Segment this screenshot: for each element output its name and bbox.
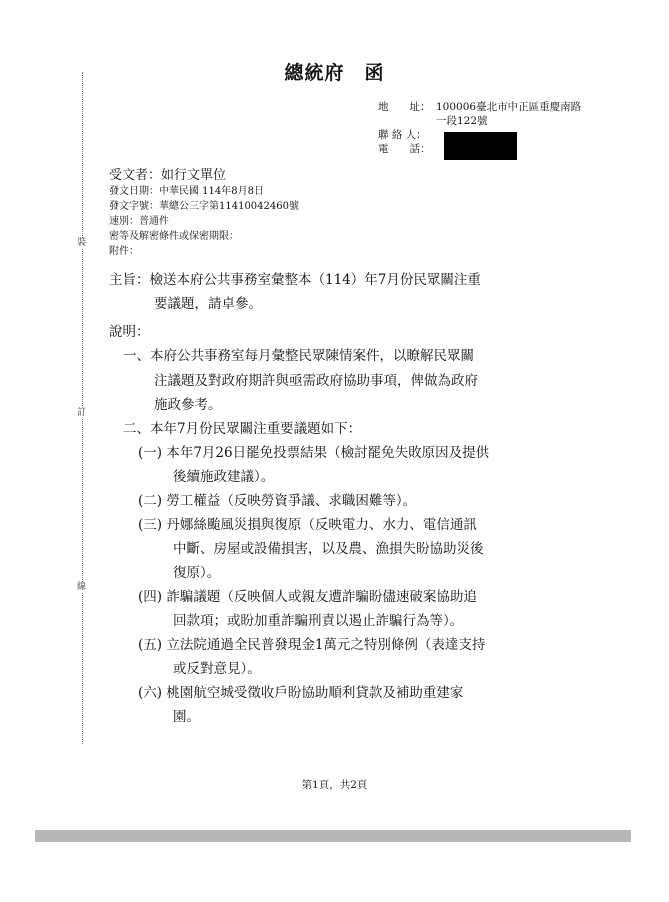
document-number: 發文字號：華總公三字第11410042460號 — [109, 201, 299, 212]
sub1-line2: 後續施政建議）。 — [173, 469, 275, 485]
sub6-line1: (六) 桃園航空城受徵收戶盼協助順利貸款及補助重建家 — [138, 685, 464, 701]
address-line1: 100006臺北市中正區重慶南路 — [436, 101, 582, 113]
document-title: 總統府 函 — [284, 62, 385, 84]
attachment: 附件： — [109, 246, 139, 257]
phone-label: 電 話： — [378, 143, 431, 155]
sub4-line2: 回款項；或盼加重詐騙刑責以遏止詐騙行為等）。 — [173, 613, 464, 629]
address-line2: 一段122號 — [436, 115, 488, 127]
sub2-line1: (二) 勞工權益（反映勞資爭議、求職困難等）。 — [138, 493, 417, 509]
item1-line1: 一、本府公共事務室每月彙整民眾陳情案件，以瞭解民眾關 — [123, 348, 474, 364]
sub5-line2: 或反對意見）。 — [173, 661, 261, 677]
page-separator — [35, 830, 631, 842]
sub3-line1: (三) 丹娜絲颱風災損與復原（反映電力、水力、電信通訊 — [138, 517, 477, 533]
binding-mark-bottom: 線 — [77, 582, 87, 592]
sub6-line2: 園。 — [173, 709, 200, 725]
delivery-speed: 速別：普通件 — [109, 216, 169, 227]
page-number: 第1頁，共2頁 — [301, 779, 368, 791]
item2-heading: 二、本年7月份民眾關注重要議題如下： — [123, 421, 362, 437]
confidentiality: 密等及解密條件或保密期限： — [109, 231, 239, 242]
item1-line2: 注議題及對政府期許與亟需政府協助事項，俾做為政府 — [154, 373, 478, 389]
document-meta — [109, 184, 299, 259]
recipient: 受文者：如行文單位 — [109, 168, 227, 183]
binding-mark-top: 裝 — [77, 238, 87, 248]
sub4-line1: (四) 詐騙議題（反映個人或親友遭詐騙盼儘速破案協助追 — [138, 589, 477, 605]
sub5-line1: (五) 立法院通過全民普發現金1萬元之特別條例（表達支持 — [138, 637, 486, 653]
issue-date: 發文日期：中華民國 114年8月8日 — [109, 186, 264, 197]
contact-label: 聯 絡 人： — [378, 129, 427, 141]
item1-line3: 施政參考。 — [154, 397, 222, 413]
explain-label: 說明： — [109, 324, 150, 340]
address-label: 地 址： — [378, 101, 431, 113]
subject-line2: 要議題，請卓參。 — [154, 296, 262, 312]
redacted-box — [444, 132, 517, 160]
sub1-line1: (一) 本年7月26日罷免投票結果（檢討罷免失敗原因及提供 — [138, 445, 490, 461]
sub3-line3: 復原）。 — [173, 565, 221, 581]
sub3-line2: 中斷、房屋或設備損害，以及農、漁損失盼協助災後 — [173, 541, 484, 557]
subject-line1: 主旨：檢送本府公共事務室彙整本（114）年7月份民眾關注重 — [109, 272, 481, 288]
binding-mark-middle: 訂 — [77, 408, 87, 418]
